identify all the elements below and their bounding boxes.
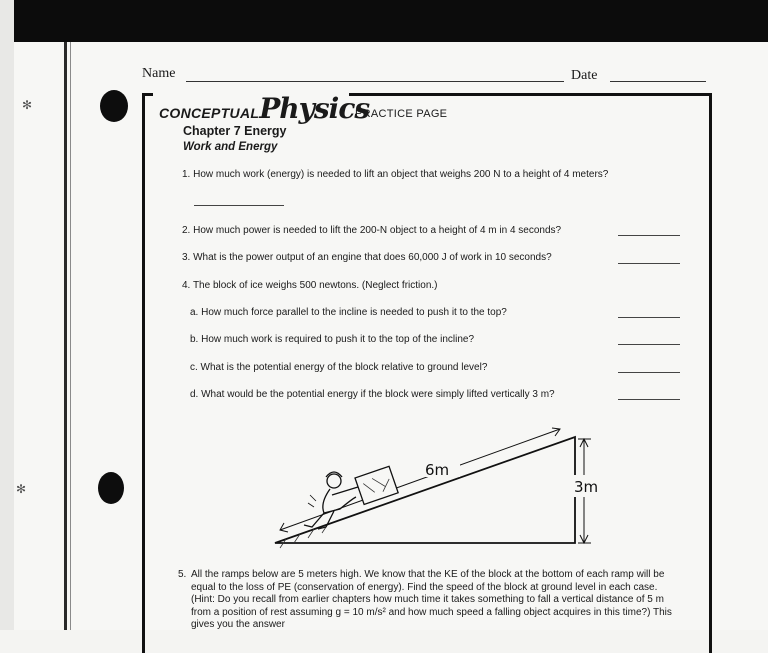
question-4b: b. How much work is required to push it to the top of the incline?: [190, 334, 475, 345]
question-4: 4. The block of ice weighs 500 newtons. (Neglect friction.): [182, 280, 438, 291]
question-4a: a. How much force parallel to the incline is needed to push it to the top?: [190, 307, 507, 318]
punch-hole-top: [100, 90, 128, 122]
chapter-title: Chapter 7 Energy: [183, 124, 287, 138]
answer-blank-4c[interactable]: [618, 372, 680, 373]
scan-smudge-top: ✻: [22, 98, 33, 112]
ice-block-icon: [355, 466, 398, 504]
question-1: 1. How much work (energy) is needed to lift an object that weighs 200 N to a height of 4 meters?: [182, 169, 609, 180]
binder-margin-line-faint: [70, 42, 71, 630]
answer-blank-4d[interactable]: [618, 399, 680, 400]
scan-smudge-middle: ✻: [16, 482, 27, 496]
slope-dimension-arrow: [280, 428, 560, 532]
question-4c: c. What is the potential energy of the block relative to ground level?: [190, 362, 488, 373]
question-3: 3. What is the power output of an engine that does 60,000 J of work in 10 seconds?: [182, 252, 552, 263]
question-5-number: 5.: [178, 569, 187, 580]
incline-diagram: [260, 415, 610, 550]
height-label: 3m: [574, 478, 599, 496]
name-date-row: [142, 66, 712, 86]
answer-blank-4a[interactable]: [618, 317, 680, 318]
date-label: Date: [571, 68, 598, 83]
answer-blank-1[interactable]: [194, 205, 284, 206]
scan-top-border: [0, 0, 768, 42]
name-field[interactable]: [186, 81, 564, 82]
punch-hole-middle: [98, 472, 124, 504]
question-5-text: All the ramps below are 5 meters high. We know that the KE of the block at the bottom of each ramp will be equal to the loss of PE (conservation of energy). Find the speed of the block at ground level in each case. (Hint: Do you recall from earlier chapters how much time it takes something to fall a vertical distance of 5 m from a position of rest assuming g = 10 m/s² and how much speed a falling object acquires in this time?) This gives you the answer: [191, 569, 672, 630]
pushing-worker-icon: [304, 472, 358, 529]
incline-triangle: [275, 437, 575, 543]
binder-margin-line: [64, 42, 67, 630]
page-left-edge: [0, 0, 14, 630]
date-field[interactable]: [610, 81, 706, 82]
question-4d: d. What would be the potential energy if the block were simply lifted vertically 3 m?: [190, 389, 555, 400]
answer-blank-2[interactable]: [618, 235, 680, 236]
name-label: Name: [142, 66, 176, 81]
practice-page-label: PRACTICE PAGE: [355, 108, 448, 120]
conceptual-physics-logo: CONCEPTUALPhysics: [159, 92, 370, 125]
answer-blank-3[interactable]: [618, 263, 680, 264]
answer-blank-4b[interactable]: [618, 344, 680, 345]
slope-length-label: 6m: [425, 461, 450, 479]
section-subtitle: Work and Energy: [183, 141, 278, 153]
question-2: 2. How much power is needed to lift the 200-N object to a height of 4 m in 4 seconds?: [182, 225, 562, 236]
